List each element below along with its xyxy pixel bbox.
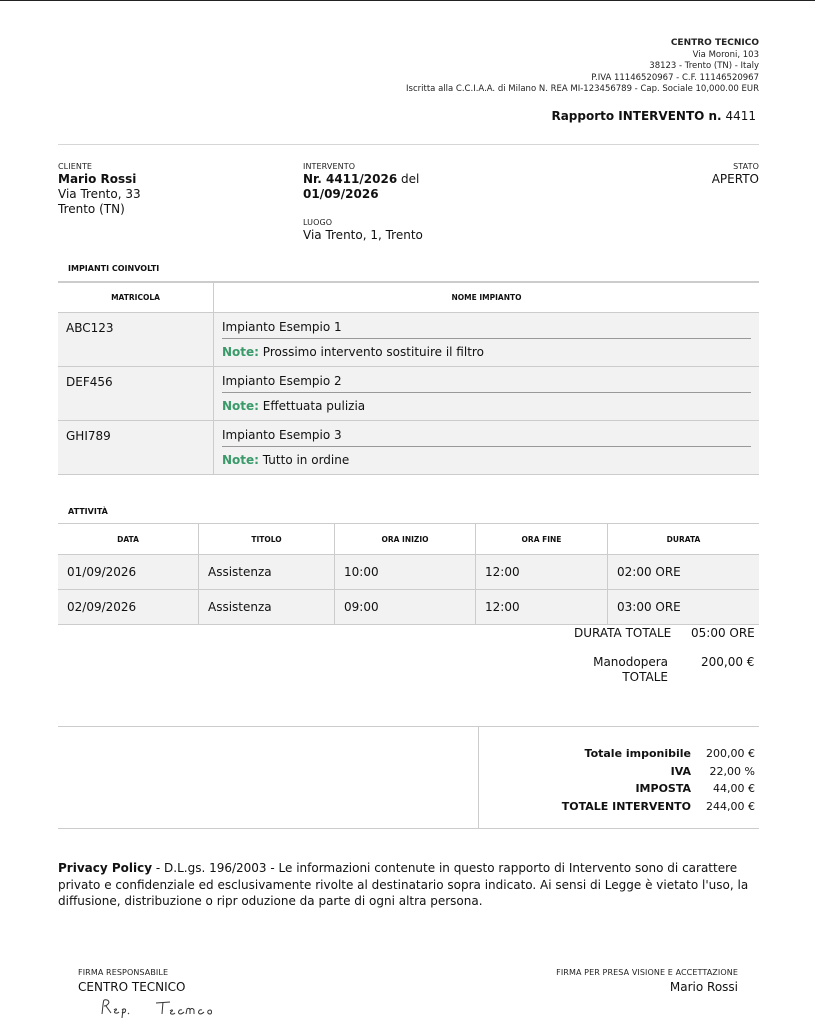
taxable-label: Totale imponibile bbox=[584, 747, 692, 760]
plant-matricola: GHI789 bbox=[58, 421, 214, 475]
privacy-title: Privacy Policy bbox=[58, 861, 153, 875]
grand-total-value: 244,00 € bbox=[706, 799, 755, 813]
activity-duration: 02:00 ORE bbox=[608, 555, 760, 590]
intervention-number: Nr. 4411/2026 bbox=[303, 172, 398, 186]
handwritten-signature bbox=[98, 996, 238, 1024]
labor-total-sublabel: TOTALE bbox=[622, 670, 668, 684]
activities-table bbox=[58, 523, 759, 625]
divider bbox=[58, 726, 759, 727]
report-number: 4411 bbox=[725, 109, 756, 123]
activity-duration: 03:00 ORE bbox=[608, 590, 760, 625]
location-label: LUOGO bbox=[303, 218, 333, 227]
client-block bbox=[58, 162, 141, 217]
table-row bbox=[58, 313, 759, 367]
plant-note-text: Tutto in ordine bbox=[262, 453, 350, 467]
activity-end: 12:00 bbox=[476, 590, 608, 625]
signature-left bbox=[78, 966, 186, 994]
signature-right-name: Mario Rossi bbox=[669, 980, 738, 994]
company-tax-ids: P.IVA 11146520967 - C.F. 11146520967 bbox=[591, 72, 759, 83]
activity-title: Assistenza bbox=[199, 590, 335, 625]
vat-value: 22,00 % bbox=[709, 764, 755, 778]
divider bbox=[478, 726, 479, 828]
plant-note-text: Prossimo intervento sostituire il filtro bbox=[262, 345, 484, 359]
table-row bbox=[58, 421, 759, 475]
client-address: Via Trento, 33 bbox=[58, 187, 141, 201]
plant-matricola: ABC123 bbox=[58, 313, 214, 367]
intervention-label: INTERVENTO bbox=[303, 162, 356, 171]
plants-section-title: IMPIANTI COINVOLTI bbox=[68, 264, 160, 273]
company-header bbox=[406, 38, 759, 96]
activity-end: 12:00 bbox=[476, 555, 608, 590]
table-row bbox=[58, 367, 759, 421]
plant-matricola: DEF456 bbox=[58, 367, 214, 421]
plants-header-matricola: MATRICOLA bbox=[58, 282, 214, 313]
intervention-del: del bbox=[401, 172, 420, 186]
signature-left-label: FIRMA RESPONSABILE bbox=[78, 968, 169, 977]
intervention-block bbox=[303, 162, 419, 202]
client-name: Mario Rossi bbox=[58, 172, 137, 186]
signature-right bbox=[556, 966, 738, 994]
client-city: Trento (TN) bbox=[58, 202, 125, 216]
status-label: STATO bbox=[733, 162, 759, 171]
plant-name: Impianto Esempio 1 bbox=[222, 313, 751, 339]
plant-note bbox=[222, 393, 751, 419]
intervention-date: 01/09/2026 bbox=[303, 187, 379, 201]
labor-total-label bbox=[588, 655, 668, 685]
taxable-value: 200,00 € bbox=[706, 747, 755, 760]
plants-table bbox=[58, 281, 759, 475]
activities-header-durata: DURATA bbox=[608, 524, 760, 555]
activities-header-data: DATA bbox=[58, 524, 199, 555]
vat-label: IVA bbox=[670, 764, 692, 778]
note-label: Note: bbox=[222, 399, 259, 413]
tax-value: 44,00 € bbox=[713, 782, 755, 795]
activity-start: 10:00 bbox=[335, 555, 476, 590]
signature-right-label: FIRMA PER PRESA VISIONE E ACCETTAZIONE bbox=[556, 968, 738, 977]
labor-total-value: 200,00 € bbox=[701, 655, 755, 669]
plant-note-text: Effettuata pulizia bbox=[262, 399, 366, 413]
invoice-summary bbox=[561, 745, 756, 815]
report-title-prefix: Rapporto INTERVENTO n. bbox=[551, 109, 722, 123]
activity-date: 02/09/2026 bbox=[58, 590, 199, 625]
company-registry: Iscritta alla C.C.I.A.A. di Milano N. REA MI-123456789 - Cap. Sociale 10,000.00 EUR bbox=[406, 84, 759, 94]
signature-left-name: CENTRO TECNICO bbox=[78, 980, 186, 994]
divider bbox=[58, 144, 759, 145]
labor-label: Manodopera bbox=[593, 655, 668, 669]
status-value: APERTO bbox=[711, 172, 759, 186]
activities-header-ora-fine: ORA FINE bbox=[476, 524, 608, 555]
divider bbox=[58, 828, 759, 829]
plant-note bbox=[222, 447, 751, 473]
table-row bbox=[58, 555, 759, 590]
privacy-policy bbox=[58, 860, 759, 910]
activities-section-title: ATTIVITÀ bbox=[68, 507, 108, 516]
plant-name: Impianto Esempio 2 bbox=[222, 367, 751, 393]
total-duration-value: 05:00 ORE bbox=[691, 626, 755, 640]
privacy-text: - D.L.gs. 196/2003 - Le informazioni contenute in questo rapporto di Intervento sono di carattere privato e confidenziale ed esclusivamente rivolte al destinatario sopra indicato. Ai sensi di Legge è vietato l'uso, la diffusione, distribuzione o ripr oduzione da parte di ogni altra persona. bbox=[58, 861, 749, 908]
company-city: 38123 - Trento (TN) - Italy bbox=[649, 61, 759, 71]
total-duration-label: DURATA TOTALE bbox=[574, 626, 672, 640]
note-label: Note: bbox=[222, 345, 259, 359]
plant-name: Impianto Esempio 3 bbox=[222, 421, 751, 447]
tax-label: IMPOSTA bbox=[635, 782, 692, 795]
client-label: CLIENTE bbox=[58, 162, 93, 171]
table-row bbox=[58, 590, 759, 625]
activities-header-titolo: TITOLO bbox=[199, 524, 335, 555]
location-block bbox=[303, 218, 423, 243]
company-name: CENTRO TECNICO bbox=[670, 38, 759, 48]
plant-note bbox=[222, 339, 751, 365]
plants-header-nome: NOME IMPIANTO bbox=[214, 282, 760, 313]
activities-header-ora-inizio: ORA INIZIO bbox=[335, 524, 476, 555]
location-value: Via Trento, 1, Trento bbox=[303, 228, 423, 242]
activity-title: Assistenza bbox=[199, 555, 335, 590]
company-address: Via Moroni, 103 bbox=[692, 49, 759, 60]
status-block bbox=[712, 162, 759, 187]
activity-date: 01/09/2026 bbox=[58, 555, 199, 590]
grand-total-label: TOTALE INTERVENTO bbox=[561, 799, 692, 813]
activity-start: 09:00 bbox=[335, 590, 476, 625]
note-label: Note: bbox=[222, 453, 259, 467]
report-title bbox=[551, 109, 756, 123]
